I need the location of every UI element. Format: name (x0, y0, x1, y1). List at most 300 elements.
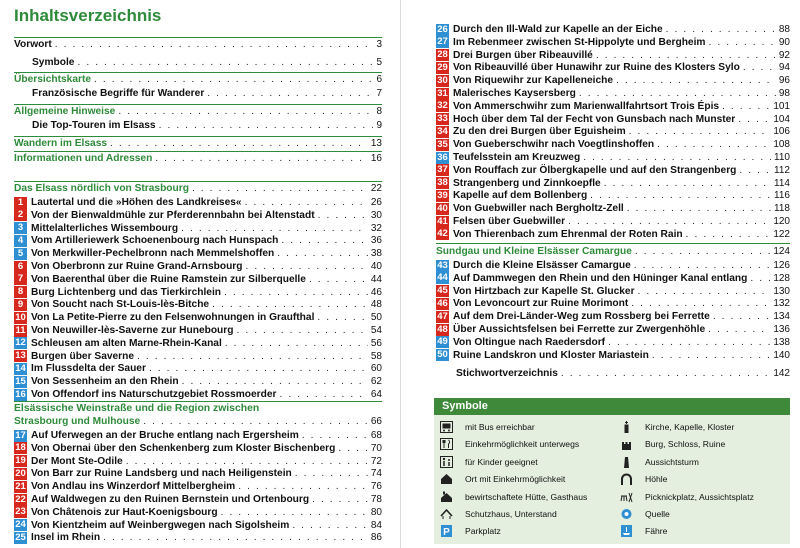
dot-leader (568, 215, 770, 228)
tour-number-badge: 5 (14, 248, 27, 260)
toc-entry-page: 60 (370, 363, 382, 375)
symbol-legend-item (440, 524, 501, 538)
toc-entry[interactable] (14, 298, 382, 311)
toc-entry-page: 76 (370, 481, 382, 493)
toc-entry-label: Von Oberbronn zur Ruine Grand-Arnsbourg (31, 261, 243, 272)
toc-entry-page: 98 (778, 88, 790, 99)
parking-icon (440, 525, 453, 537)
symbol-legend-title: Symbole (434, 398, 790, 415)
toc-entry-page: 112 (774, 164, 790, 176)
dot-leader (279, 388, 367, 401)
dot-leader (708, 36, 775, 49)
tour-number-badge: 11 (15, 324, 26, 336)
tour-number-badge: 9 (14, 299, 27, 311)
toc-entry-label: Informationen und Adressen (14, 153, 153, 164)
toc-entry[interactable] (14, 455, 382, 468)
toc-entry-page: 40 (370, 261, 382, 272)
toc-entry[interactable] (14, 442, 382, 455)
index-entry[interactable] (456, 367, 790, 380)
tour-number-badge: 34 (437, 125, 448, 137)
tour-number-badge: 26 (437, 23, 448, 35)
toc-entry-label: Kapelle auf dem Bollenberg (453, 190, 588, 202)
tour-number-badge: 13 (15, 350, 26, 362)
toc-entry-page: 66 (370, 416, 382, 427)
toc-entry-page: 140 (773, 349, 790, 361)
toc-entry[interactable] (14, 105, 382, 118)
dot-leader (221, 506, 368, 519)
bus-icon (440, 421, 453, 433)
toc-entry[interactable] (436, 36, 790, 49)
symbol-legend-item (440, 472, 565, 486)
toc-entry-label: Von Thierenbach zum Ehrenmal der Roten Rain (453, 228, 683, 240)
toc-entry-page: 64 (370, 389, 382, 400)
tour-number-badge: 32 (437, 100, 448, 112)
tour-number-badge: 14 (15, 362, 26, 374)
toc-entry-label: Strangenberg und Zinnkoepfle (453, 177, 601, 189)
toc-entry-label: Von der Bienwaldmühle zur Pferderennbahn bei Altenstadt (31, 209, 315, 221)
toc-entry-label: Der Mont Ste-Odile (31, 455, 123, 467)
tour-number-badge: 46 (437, 297, 448, 309)
toc-entry[interactable] (14, 273, 382, 286)
symbol-legend-item (440, 420, 535, 434)
toc-entry-label: Von Ribeauvillé über Hunawihr zur Ruine des Klosters Sylo (453, 62, 740, 74)
toc-entry[interactable] (14, 324, 382, 337)
toc-entry-label: Mittelalterliches Wissembourg (31, 222, 179, 234)
cave-icon (620, 473, 633, 485)
family-icon (440, 456, 453, 468)
toc-entry[interactable] (14, 375, 382, 388)
toc-entry[interactable] (14, 506, 382, 519)
toc-entry-label: Durch den Ill-Wald zur Kapelle an der Eiche (453, 24, 663, 35)
section-heading: Elsässische Weinstraße und die Region zwischen (14, 403, 260, 414)
symbol-legend-item (440, 437, 579, 451)
dot-leader (224, 286, 368, 299)
toc-entry-label: Das Elsass nördlich von Strasbourg (14, 183, 189, 194)
dot-leader (657, 138, 770, 151)
tour-number-badge: 41 (437, 215, 448, 227)
toc-entry-page: 101 (773, 100, 790, 112)
toc-entry-page: 92 (778, 49, 790, 61)
section-heading[interactable] (14, 182, 382, 195)
dot-leader (212, 298, 368, 311)
toc-entry[interactable] (436, 177, 790, 190)
green-rule (14, 401, 382, 402)
toc-entry-page: 13 (370, 138, 382, 149)
toc-entry-label: Hoch über dem Tal der Fecht von Gunsbach nach Munster (453, 113, 736, 125)
symbol-legend-item (620, 490, 754, 504)
dot-leader (159, 119, 374, 132)
toc-entry-label: Von Rouffach zur Ölbergkapelle und auf den Strangenberg (453, 164, 737, 176)
toc-entry-page: 86 (370, 532, 382, 544)
hut-icon (440, 491, 453, 503)
toc-entry-page: 70 (370, 442, 382, 454)
dot-leader (750, 272, 770, 285)
toc-entry-page: 120 (773, 216, 790, 227)
toc-entry-page: 54 (370, 325, 382, 336)
dot-leader (77, 56, 373, 69)
symbol-legend-text: Parkplatz (465, 526, 501, 537)
toc-entry[interactable] (14, 493, 382, 506)
tour-number-badge: 43 (437, 259, 448, 271)
toc-entry-page: 3 (376, 39, 382, 50)
tour-number-badge: 39 (437, 189, 448, 201)
toc-entry-label: Von Obernai über den Schenkenberg zum Kloster Bischenberg (31, 442, 336, 454)
toc-entry-page: 90 (778, 36, 790, 48)
toc-entry[interactable] (14, 209, 382, 222)
toc-entry-label: Wandern im Elsass (14, 138, 108, 149)
tour-number-badge: 50 (437, 349, 448, 361)
toc-entry-label: Lautertal und die »Höhen des Landkreises« (31, 197, 242, 208)
dot-leader (629, 125, 771, 138)
toc-entry[interactable] (436, 272, 790, 285)
toc-entry[interactable] (436, 349, 790, 362)
section-heading[interactable] (436, 245, 790, 258)
toc-entry[interactable] (436, 100, 790, 113)
dot-leader (579, 87, 776, 100)
toc-entry-page: 104 (773, 113, 790, 125)
toc-entry[interactable] (436, 23, 790, 36)
toc-entry-label: Insel im Rhein (31, 532, 101, 544)
tour-number-badge: 29 (437, 61, 448, 73)
tour-number-badge: 16 (15, 388, 26, 400)
symbol-legend-item (620, 420, 734, 434)
tour-number-badge: 23 (15, 506, 26, 518)
toc-entry-label: Felsen über Guebwiller (453, 216, 566, 227)
toc-entry-label: Stichwortverzeichnis (456, 368, 558, 379)
tour-number-badge: 42 (437, 228, 448, 240)
symbol-legend-item (620, 507, 670, 521)
toc-entry-label: Burg Lichtenberg und das Tierkirchlein (31, 286, 222, 298)
toc-entry-page: 6 (376, 74, 382, 85)
dot-leader (207, 87, 373, 100)
toc-entry[interactable] (436, 151, 790, 164)
toc-entry-page: 96 (778, 75, 790, 87)
toc-entry[interactable] (436, 61, 790, 74)
toc-entry-label: Malerisches Kaysersberg (453, 88, 576, 99)
dot-leader (722, 100, 770, 113)
dot-leader (635, 245, 770, 258)
toc-entry-page: 118 (774, 203, 790, 215)
toc-entry-label: Von La Petite-Pierre zu den Felsenwohnungen in Graufthal (31, 312, 315, 324)
toc-entry-page: 26 (370, 197, 382, 208)
dot-leader (295, 467, 368, 480)
toc-entry[interactable] (14, 247, 382, 260)
symbol-legend-item (620, 524, 667, 538)
toc-entry-page: 114 (774, 177, 790, 189)
toc-entry[interactable] (436, 285, 790, 298)
dot-leader (245, 260, 367, 273)
tour-number-badge: 47 (437, 310, 448, 322)
symbol-legend-text: Höhle (645, 474, 668, 485)
shelter-icon (440, 508, 453, 520)
toc-entry[interactable] (436, 189, 790, 202)
toc-entry-label: Allgemeine Hinweise (14, 106, 116, 117)
toc-entry-page: 116 (774, 190, 790, 202)
toc-entry[interactable] (14, 350, 382, 363)
dot-leader (627, 202, 771, 215)
tour-number-badge: 38 (437, 177, 448, 189)
toc-entry-page: 84 (370, 519, 382, 531)
toc-entry-label: Vorwort (14, 39, 52, 50)
restaurant-icon (440, 438, 453, 450)
toc-entry[interactable] (436, 297, 790, 310)
tour-number-badge: 27 (437, 36, 448, 48)
toc-entry[interactable] (14, 286, 382, 299)
toc-entry[interactable] (14, 73, 382, 86)
page-divider (400, 0, 401, 548)
section-heading[interactable] (14, 415, 382, 428)
dot-leader (631, 297, 770, 310)
tour-number-badge: 17 (15, 429, 26, 441)
green-rule (436, 243, 790, 244)
toc-entry-label: Über Aussichtsfelsen bei Ferrette zur Zwergenhöhle (453, 324, 706, 335)
dot-leader (743, 61, 776, 74)
toc-entry[interactable] (436, 228, 790, 241)
toc-entry-label: Von Neuwiller-lès-Saverne zur Hunebourg (31, 325, 234, 336)
dot-leader (118, 105, 373, 118)
toc-entry-page: 78 (370, 494, 382, 505)
ferry-icon (620, 525, 633, 537)
dot-leader (192, 182, 368, 195)
toc-entry-label: Von Baerenthal über die Ruine Ramstein zur Silberquelle (31, 273, 306, 285)
tour-number-badge: 15 (15, 375, 26, 387)
toc-entry[interactable] (14, 467, 382, 480)
symbol-legend-text: Schutzhaus, Unterstand (465, 509, 557, 519)
toc-entry-label: Teufelsstein am Kreuzweg (453, 152, 581, 163)
toc-entry-page: 122 (773, 228, 790, 240)
dot-leader (666, 23, 776, 36)
toc-entry-label: Durch die Kleine Elsässer Camargue (453, 260, 631, 271)
toc-entry-page: 138 (773, 336, 790, 348)
toc-entry-label: Von Merkwiller-Pechelbronn nach Memmelshoffen (31, 248, 275, 260)
toc-entry-page: 50 (370, 312, 382, 324)
toc-entry[interactable] (14, 337, 382, 350)
toc-entry-page: 130 (773, 285, 790, 297)
castle-icon (620, 438, 633, 450)
toc-entry[interactable] (14, 429, 382, 442)
toc-entry-page: 132 (773, 298, 790, 310)
toc-entry-page: 106 (773, 126, 790, 138)
toc-entry-page: 142 (773, 368, 790, 379)
toc-entry-page: 44 (370, 273, 382, 285)
dot-leader (149, 362, 368, 375)
toc-entry-page: 48 (370, 299, 382, 311)
tour-number-badge: 30 (437, 74, 448, 86)
dot-leader (652, 349, 770, 362)
dot-leader (713, 310, 771, 323)
toc-entry-label: Ruine Landskron und Kloster Mariastein (453, 349, 649, 361)
dot-leader (302, 429, 368, 442)
dot-leader (739, 164, 771, 177)
toc-entry-label: Im Flussdelta der Sauer (31, 363, 146, 375)
tour-number-badge: 2 (14, 209, 27, 221)
dot-leader (312, 493, 368, 506)
symbol-legend-item (440, 455, 538, 469)
dot-leader (281, 234, 367, 247)
dot-leader (338, 442, 368, 455)
toc-entry-page: 80 (370, 506, 382, 518)
svg-text:P: P (443, 527, 450, 538)
toc-entry-label: Drei Burgen über Ribeauvillé (453, 49, 593, 61)
toc-entry-label: Auf Waldwegen zu den Ruinen Bernstein und Ortenbourg (31, 494, 310, 505)
toc-entry[interactable] (436, 202, 790, 215)
dot-leader (181, 222, 368, 235)
toc-entry-page: 16 (370, 153, 382, 164)
toc-entry[interactable] (14, 87, 382, 100)
toc-entry-label: Auf dem Drei-Länder-Weg zum Rossberg bei Ferrette (453, 311, 710, 323)
toc-entry-label: Übersichtskarte (14, 74, 92, 85)
toc-entry[interactable] (436, 74, 790, 87)
toc-entry-label: Von Barr zur Ruine Landsberg und nach Heiligenstein (31, 468, 292, 480)
symbol-legend-item (620, 455, 699, 469)
toc-entry[interactable] (436, 49, 790, 62)
dot-leader (292, 519, 368, 532)
toc-entry-page: 134 (773, 311, 790, 323)
tour-number-badge: 45 (437, 285, 448, 297)
toc-entry[interactable] (436, 259, 790, 272)
symbol-legend-text: bewirtschaftete Hütte, Gasthaus (465, 491, 588, 502)
tour-number-badge: 1 (14, 197, 27, 209)
toc-entry[interactable] (14, 152, 382, 165)
dot-leader (583, 151, 771, 164)
symbol-legend-item (620, 472, 667, 486)
tour-number-badge: 35 (437, 138, 448, 150)
toc-entry[interactable] (14, 531, 382, 544)
dot-leader (638, 285, 771, 298)
toc-entry-label: Von Hirtzbach zur Kapelle St. Glucker (453, 285, 635, 297)
tour-number-badge: 3 (14, 222, 27, 234)
toc-entry[interactable] (436, 215, 790, 228)
toc-entry[interactable] (14, 480, 382, 493)
toc-entry-label: Schleusen am alten Marne-Rhein-Kanal (31, 337, 222, 349)
toc-entry[interactable] (14, 222, 382, 235)
dot-leader (277, 247, 368, 260)
toc-entry[interactable] (14, 234, 382, 247)
tour-number-badge: 36 (437, 151, 448, 163)
toc-entry-label: Von Sessenheim an den Rhein (31, 376, 179, 388)
toc-entry-page: 88 (778, 24, 790, 35)
toc-entry[interactable] (14, 38, 382, 51)
dot-leader (55, 38, 374, 51)
dot-leader (608, 336, 770, 349)
toc-entry[interactable] (14, 56, 382, 69)
toc-entry-page: 126 (773, 260, 790, 271)
tour-number-badge: 49 (437, 336, 448, 348)
toc-entry[interactable] (436, 336, 790, 349)
toc-entry[interactable] (14, 388, 382, 401)
toc-entry[interactable] (14, 519, 382, 532)
toc-entry[interactable] (14, 362, 382, 375)
toc-entry[interactable] (436, 164, 790, 177)
tour-number-badge: 7 (14, 273, 27, 285)
toc-entry-label: Von Guebwiller nach Bergholtz-Zell (453, 203, 624, 215)
tour-number-badge: 28 (437, 49, 448, 61)
symbol-legend-text: mit Bus erreichbar (465, 422, 535, 432)
symbol-legend-text: Kirche, Kapelle, Kloster (645, 422, 735, 432)
toc-entry-page: 8 (376, 106, 382, 117)
symbol-legend-text: Aussichtsturm (645, 456, 699, 467)
toc-entry-page: 56 (370, 337, 382, 349)
tour-number-badge: 19 (15, 455, 26, 467)
toc-entry-page: 74 (370, 468, 382, 480)
dot-leader (590, 189, 771, 202)
toc-entry[interactable] (14, 137, 382, 150)
symbol-legend-item (440, 490, 587, 504)
toc-entry[interactable] (436, 138, 790, 151)
dot-leader (604, 177, 771, 190)
page-title: Inhaltsverzeichnis (14, 6, 162, 25)
tour-number-badge: 20 (15, 467, 26, 479)
tour-number-badge: 18 (15, 442, 26, 454)
dot-leader (110, 137, 368, 150)
toc-entry-page: 128 (773, 272, 790, 284)
toc-entry-label: Symbole (32, 57, 75, 68)
toc-entry-label: Französische Begriffe für Wanderer (32, 88, 205, 99)
toc-entry-page: 136 (773, 324, 790, 335)
toc-entry-page: 94 (778, 62, 790, 74)
dot-leader (596, 49, 776, 62)
toc-entry[interactable] (436, 310, 790, 323)
picnic-icon (620, 491, 633, 503)
toc-entry[interactable] (436, 113, 790, 126)
symbol-legend-text: Ort mit Einkehrmöglichkeit (465, 474, 566, 485)
toc-entry-label: Sundgau und Kleine Elsässer Camargue (436, 246, 632, 257)
symbol-legend-text: Picknickplatz, Aussichtsplatz (645, 491, 754, 502)
toc-entry-label: Vom Artilleriewerk Schoenenbourg nach Hunspach (31, 235, 279, 247)
dot-leader (318, 209, 368, 222)
tour-number-badge: 37 (437, 164, 448, 176)
toc-entry-label: Von Gueberschwihr nach Voegtlinshoffen (453, 139, 655, 151)
toc-entry-label: Von Riquewihr zur Kapelleneiche (453, 75, 614, 87)
toc-entry-label: Von Oltingue nach Raedersdorf (453, 336, 606, 348)
toc-entry[interactable] (14, 260, 382, 273)
dot-leader (561, 367, 770, 380)
dot-leader (236, 324, 367, 337)
toc-entry[interactable] (14, 311, 382, 324)
toc-entry[interactable] (436, 323, 790, 336)
tower-icon (620, 456, 633, 468)
dot-leader (126, 455, 368, 468)
toc-entry-page: 72 (370, 455, 382, 467)
toc-entry-label: Von Soucht nach St-Louis-lès-Bitche (31, 299, 210, 311)
toc-entry-label: Die Top-Touren im Elsass (32, 120, 156, 131)
toc-entry-page: 9 (376, 120, 382, 131)
toc-entry[interactable] (14, 196, 382, 209)
dot-leader (182, 375, 368, 388)
tour-number-badge: 22 (15, 493, 26, 505)
toc-entry[interactable] (436, 125, 790, 138)
symbol-legend-text: Einkehrmöglichkeit unterwegs (465, 439, 580, 450)
dot-leader (634, 259, 771, 272)
toc-entry-label: Auf Uferwegen an der Bruche entlang nach Ergersheim (31, 430, 299, 441)
toc-entry-page: 32 (370, 222, 382, 234)
spring-icon (620, 508, 633, 520)
toc-entry-label: Von Andlau ins Winzerdorf Mittelbergheim (31, 481, 236, 493)
toc-entry-label: Von Offendorf ins Naturschutzgebiet Rossmoerder (31, 389, 277, 400)
toc-entry-page: 22 (370, 183, 382, 194)
tour-number-badge: 6 (14, 261, 27, 273)
toc-entry-label: Im Rebenmeer zwischen St-Hippolyte und Bergheim (453, 36, 706, 48)
toc-entry[interactable] (14, 119, 382, 132)
toc-entry-page: 108 (773, 139, 790, 151)
toc-entry-page: 110 (774, 152, 790, 163)
toc-entry-label: Von Châtenois zur Haut-Koenigsbourg (31, 506, 218, 518)
tour-number-badge: 24 (15, 519, 26, 531)
toc-entry[interactable] (436, 87, 790, 100)
tour-number-badge: 21 (15, 480, 26, 492)
tour-number-badge: 33 (437, 113, 448, 125)
toc-entry-label: Strasbourg und Mulhouse (14, 416, 141, 427)
